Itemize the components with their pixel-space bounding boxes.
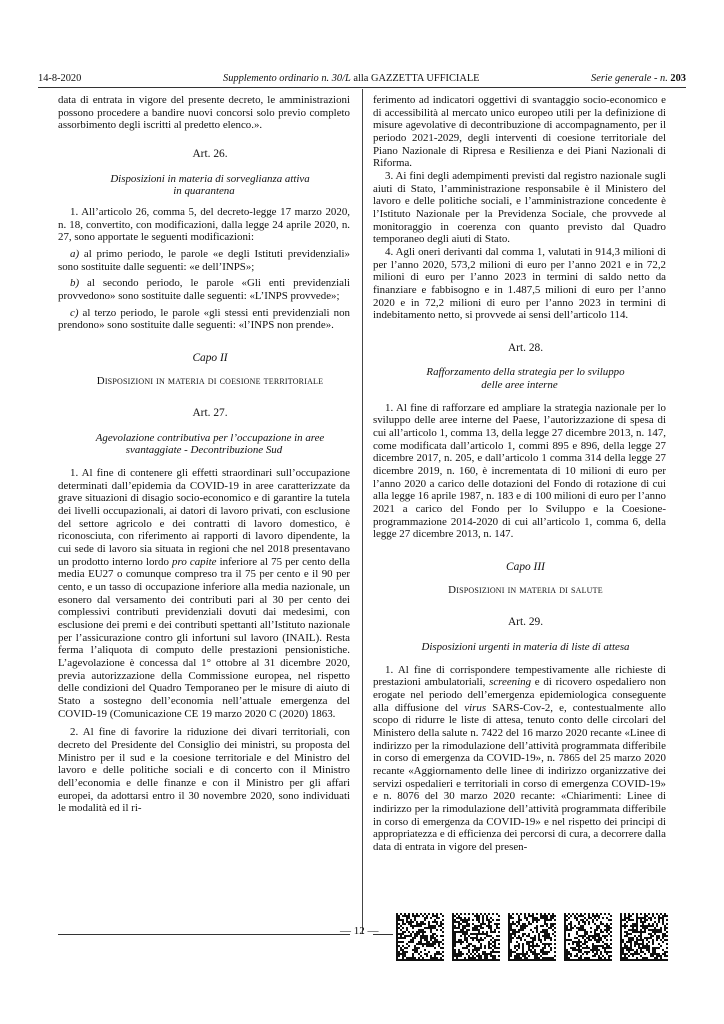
article-28-paragraph-1: 1. Al fine di rafforzare ed ampliare la strategia nazionale per lo sviluppo delle aree interne del Paese, l’autorizzazione di spesa di cui all’articolo 1, comma 13, della legge 27 dicembre 2013, n. 147, come modificata dall’articolo 1, commi 895 e 896, della legge 27 dicembre 2017, n. 205, e dall’articolo 1 comma 314 della legge 27 dicembre 2019, n. 160, è incrementata di 10 milioni di euro per l’anno 2020 a carico delle dotazioni del Fondo di rotazione di cui alla legge 16 aprile 1987, n. 183 e di 100 milioni di euro per l’anno 2021 a carico del Fondo per lo Sviluppo e la Coesione-programmazione 2014-2020 di cui all’articolo 1, comma 6, della legge 27 dicembre 2013, n. 147. [373, 401, 666, 541]
left-column-bottom-rule [58, 934, 350, 935]
item-b-text: al secondo periodo, le parole «Gli enti previdenziali provvedono» sono sostituite dalle seguenti: «L’INPS provvede»; [58, 277, 350, 302]
item-a-label: a) [70, 247, 80, 260]
article-29-p1-part-b: e di ricovero ospedaliero non erogate nel periodo dell’emergenza epidemiologica conseguente alla diffusione del [373, 676, 666, 714]
article-26-paragraph-1: 1. All’articolo 26, comma 5, del decreto-legge 17 marzo 2020, n. 18, convertito, con modificazioni, dalla legge 24 aprile 2020, n. 27, sono apportate le seguenti modificazioni: [58, 205, 350, 244]
article-28-title [373, 366, 666, 391]
datamatrix-block [620, 913, 668, 961]
publication-title [223, 71, 480, 87]
left-column [58, 94, 350, 815]
item-a-text: al primo periodo, le parole «e degli Istituti previdenziali» sono sostituite dalle seguenti: «e dell’INPS»; [58, 247, 350, 273]
article-26-title-line-1: Disposizioni in materia di sorveglianza attiva [110, 172, 310, 185]
item-c-text: al terzo periodo, le parole «gli stessi enti previdenziali non prendono» sono sostituite dalle seguenti: «l’INPS non prende». [58, 306, 350, 332]
article-29-title: Disposizioni urgenti in materia di liste di attesa [421, 640, 630, 653]
article-27-paragraph-2: 2. Al fine di favorire la riduzione dei divari territoriali, con decreto del Presidente del Consiglio dei ministri, su proposta del Ministro per il sud e la coesione territoriale e del Ministro del lavoro e delle politiche sociali e di concerto con il Ministro dell’economia e delle finanze e con il Ministro per gli affari europei, da adottarsi entro il 30 novembre 2020, sono individuati le modalità ed il ri- [58, 726, 350, 815]
article-27-p1-part-b: inferiore al 75 per cento della media EU27 o comunque compreso tra il 75 per cento e il 90 per cento, e un tasso di occupazione inferiore alla media nazionale, un esonero dal versamento dei contributi pari al 30 per cento dei complessivi contributi previdenziali dovuti dai medesimi, con esclusione dei premi e dei contributi spettanti all’Istituto nazionale per l’assicurazione contro gli infortuni sul lavoro (INAIL). Resta ferma l’aliquota di computo delle prestazioni pensionistiche. L’agevolazione è concessa dal 1° ottobre al 31 dicembre 2020, previa autorizzazione della Commissione europea, nel rispetto delle condizioni del Quadro Temporaneo per le misure di aiuto di Stato a sostegno dell’economia nell’attuale emergenza del COVID-19 (Comunicazione CE 19 marzo 2020 C (2020) 1863. [58, 555, 350, 720]
article-28-title-line-2: delle aree interne [481, 379, 558, 392]
page-header [38, 71, 686, 87]
article-26-title-line-2: in quarantena [173, 185, 235, 198]
article-29-p1-italic-1: screening [489, 676, 532, 689]
page-number: — 12 — [340, 925, 379, 937]
item-b-label: b) [70, 277, 80, 290]
article-27-paragraph-4: 4. Agli oneri derivanti dal comma 1, valutati in 914,3 milioni di per l’anno 2020, 573,2 milioni di euro per l’anno 2021 e in 72,2 milioni di euro per l’anno 2023 in termini di saldo netto da finanziare e fabbisogno e in 1.487,5 milioni di euro per l’anno 2020 e in 72,2 milioni di euro per l’anno 2023 in termini di indebitamento netto, si provvede ai sensi dell’articolo 114. [373, 245, 666, 322]
series-info [591, 71, 686, 87]
article-28-number: Art. 28. [507, 341, 544, 354]
article-27-title-line-1: Agevolazione contributiva per l’occupazione in aree [95, 431, 325, 444]
intro-paragraph: data di entrata in vigore del presente decreto, le amministrazioni possono procedere a bandire nuovi concorsi solo previo completo assorbimento degli iscritti al predetto elenco.». [58, 94, 350, 132]
article-28-title-line-1: Rafforzamento della strategia per lo sviluppo [426, 366, 625, 379]
article-26-item-a [58, 248, 350, 273]
header-rule [38, 87, 686, 88]
number-label: - n. [651, 73, 671, 84]
capo-3-title: Disposizioni in materia di salute [448, 583, 603, 596]
datamatrix-icon [396, 912, 676, 962]
article-26-item-c [58, 307, 350, 332]
article-26-title [58, 173, 350, 198]
article-26-item-b [58, 277, 350, 302]
right-column [373, 94, 666, 853]
issue-date: 14-8-2020 [38, 73, 82, 84]
article-27-p1-part-a: 1. Al fine di contenere gli effetti straordinari sull’occupazione determinati dall’epidemia da COVID-19 in aree caratterizzate da grave situazioni di disagio socio-economico e di garantire la tutela dei livelli occupazionali, ai datori di lavoro privati, con esclusione del settore agricolo e dei contratti di lavoro domestico, è riconosciuta, con riferimento ai rapporti di lavoro dipendente, la cui sede di lavoro sia situata in regioni che nel 2018 presentavano un prodotto interno lordo [58, 467, 350, 568]
article-27-paragraph-1 [58, 467, 350, 720]
article-29-p1-part-c: SARS-Cov-2, e, contestualmente allo scopo di ridurre le liste di attesa, tenuto conto delle circolari del Ministero della salute n. 7422 del 16 marzo 2020 recante «Linee di indirizzo per la rimodulazione dell’attività programmata differibile in corso di emergenza da COVID-19», n. 7865 del 25 marzo 2020 recante «Aggiornamento delle linee di indirizzo organizzative dei servizi ospedalieri e territoriali in corso di emergenza COVID-19» e n. 8076 del 30 marzo 2020 recante: «Chiarimenti: Linee di indirizzo per la rimodulazione dell’attività programmata differibile in corso di emergenza da COVID-19» e nel rispetto dei principi di appropriatezza e di efficienza dei percorsi di cura, a decorrere dalla data di entrata in vigore del presen- [373, 701, 667, 853]
datamatrix-codes [396, 912, 676, 962]
datamatrix-block [564, 913, 612, 961]
capo-3-label: Capo III [506, 561, 545, 573]
capo-2-title: Disposizioni in materia di coesione territoriale [96, 374, 324, 387]
capo-2-label: Capo II [192, 351, 228, 364]
item-c-label: c) [70, 306, 79, 319]
series-label: Serie generale [591, 73, 652, 84]
article-26-number: Art. 26. [192, 147, 228, 160]
datamatrix-block [508, 913, 556, 961]
article-27-title-line-2: svantaggiate - Decontribuzione Sud [125, 444, 283, 457]
article-29-p1-italic-2: virus [464, 701, 487, 714]
datamatrix-block [452, 913, 500, 961]
article-29-p1-part-a: 1. Al fine di corrispondere tempestivamente alle richieste di prestazioni ambulatoriali, [373, 663, 666, 689]
article-27-paragraph-3: 3. Ai fini degli adempimenti previsti dal registro nazionale sugli aiuti di Stato, l’amministrazione responsabile è il Ministero del lavoro e delle politiche sociali, e l’amministrazione concedente è l’Istituto Nazionale per la Previdenza Sociale, che provvede al monitoraggio in coerenza con quanto previsto dal Quadro temporaneo degli aiuti di Stato. [373, 169, 666, 246]
article-29-paragraph-1 [373, 664, 666, 854]
gazzetta-name: GAZZETTA UFFICIALE [370, 73, 480, 84]
issue-number: 203 [670, 73, 686, 84]
article-27-title [58, 432, 350, 457]
connector-text: alla [350, 73, 371, 84]
article-27-number: Art. 27. [192, 407, 228, 420]
column-divider [362, 89, 363, 934]
article-27-p1-italic: pro capite [172, 555, 217, 568]
supplement-label: Supplemento ordinario n. 30/L [223, 73, 351, 84]
article-27-continuation: ferimento ad indicatori oggettivi di svantaggio socio-economico e di accessibilità al mercato unico europeo utili per la definizione di misure agevolative di decontribuzione di accompagnamento, per il periodo 2021-2029, degli interventi di coesione territoriale del Piano Nazionale di Ripresa e Resilienza e dei Piani Nazionali di Riforma. [373, 94, 666, 170]
datamatrix-block [396, 913, 444, 961]
article-29-number: Art. 29. [507, 616, 544, 629]
